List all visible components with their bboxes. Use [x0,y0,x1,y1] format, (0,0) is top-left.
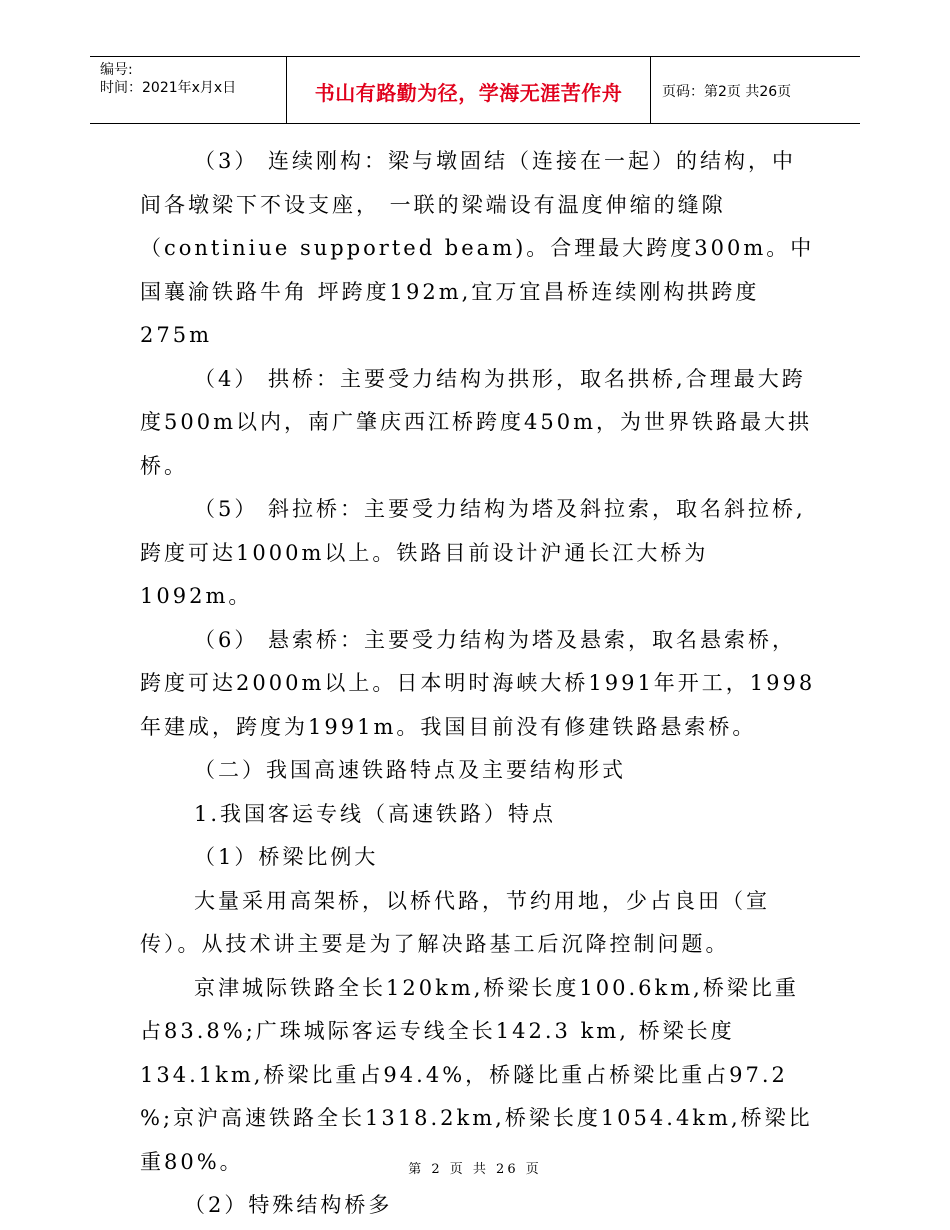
paragraph-suspension-bridge: （6） 悬索桥：主要受力结构为塔及悬索，取名悬索桥，跨度可达2000m以上。日本明时海峡大桥1991年开工，1998年建成，跨度为1991m。我国目前没有修建铁路悬索桥。 [140,627,816,739]
paragraph-statistics: 京津城际铁路全长120km,桥梁长度100.6km,桥梁比重占83.8%;广珠城际客运专线全长142.3 km, 桥梁长度134.1km,桥梁比重占94.4%，桥隧比重占桥梁比重占97.2 %;京沪高速铁路全长1318.2km,桥梁长度1054.4km,桥梁比重80%。 [140,975,813,1174]
page-header [90,56,860,124]
section-heading: （二）我国高速铁路特点及主要结构形式 [194,758,626,782]
serial-label: 编号: [100,62,133,78]
document-body [140,140,820,1228]
paragraph-arch-bridge: （4） 拱桥：主要受力结构为拱形，取名拱桥,合理最大跨度500m以内，南广肇庆西江桥跨度450m，为世界铁路最大拱桥。 [140,366,812,478]
item-heading: （1）桥梁比例大 [194,845,379,869]
header-page-number: 页码：第2页 共26页 [662,84,792,100]
page-footer: 第 2 页 共 26 页 [408,1162,542,1177]
subsection-heading: 1.我国客运专线（高速铁路）特点 [194,801,557,826]
paragraph-continuous-rigid-frame: （3） 连续刚构：梁与墩固结（连接在一起）的结构，中间各墩梁下不设支座， 一联的梁端设有温度伸缩的缝隙（continiue supported beam)。合理最大跨度300m。中国襄渝铁路牛角 坪跨度192m,宜万宜昌桥连续刚构拱跨度275m [140,149,815,347]
header-meta [100,61,236,97]
header-motto: 书山有路勤为径，学海无涯苦作舟 [314,81,623,105]
paragraph-viaducts: 大量采用高架桥，以桥代路，节约用地，少占良田（宣传）。从技术讲主要是为了解决路基工后沉降控制问题。 [140,888,770,956]
header-divider [650,57,651,123]
item-heading: （2）特殊结构桥多 [184,1193,393,1217]
paragraph-cable-stayed-bridge: （5） 斜拉桥：主要受力结构为塔及斜拉索，取名斜拉桥,跨度可达1000m以上。铁路目前设计沪通长江大桥为1092m。 [140,497,806,608]
time-label: 时间：2021年x月x日 [100,80,237,96]
